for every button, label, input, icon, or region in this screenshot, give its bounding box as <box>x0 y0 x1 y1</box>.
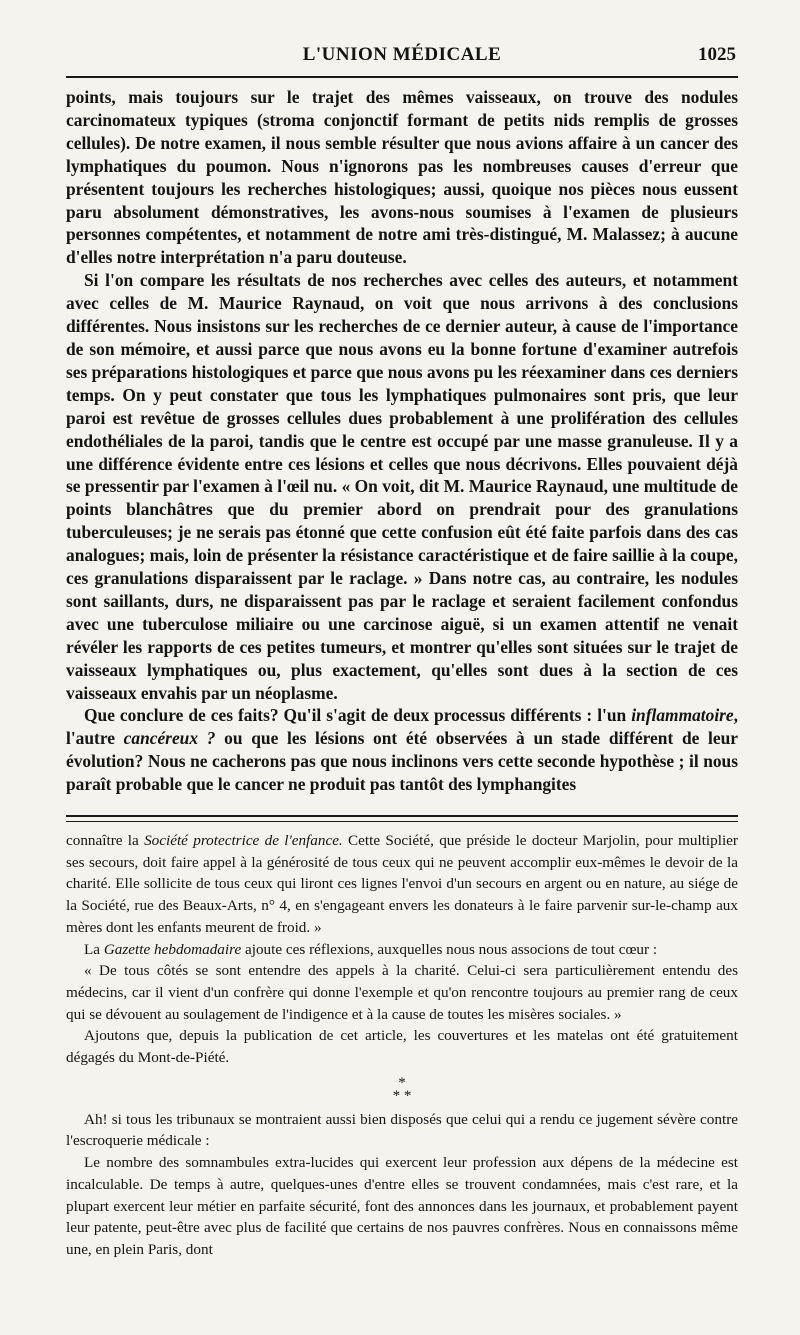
text-span: La <box>84 940 104 958</box>
running-title: L'UNION MÉDICALE <box>302 44 502 65</box>
feuilleton-paragraph-5: Ah! si tous les tribunaux se montraient aussi bien disposés que celui qui a rendu ce jugement sévère contre l'escroquerie médicale : <box>66 1110 738 1150</box>
feuilleton-paragraph-4: Ajoutons que, depuis la publication de cet article, les couvertures et les matelas ont été gratuitement dégagés du Mont-de-Piété. <box>66 1027 738 1067</box>
article-paragraph-3 <box>66 704 738 796</box>
page-header <box>68 42 736 74</box>
feuilleton-paragraph-1 <box>66 830 738 939</box>
text-span: , l'autre <box>66 705 738 749</box>
italic-term-inflammatoire: inflammatoire <box>631 705 734 726</box>
text-span: Cette Société, que préside le docteur Marjolin, pour multiplier ses secours, doit faire appel à la générosité de tous ceux qui ne peuvent accomplir eux-mêmes le devoir de la charité. Elle sollicite de tous ceux qui liront ces lignes l'envoi d'un secours en argent ou en nature, au siége de la Société, rue des Beaux-Arts, n° 4, en s'engageant envers les donateurs à le faire parvenir sur-le-champ aux mères dont les enfants meurent de froid. » <box>66 832 738 936</box>
text-span: Que conclure de ces faits? Qu'il s'agit de deux processus différents : l'un <box>84 705 632 726</box>
italic-gazette-name: Gazette hebdomadaire <box>103 940 242 958</box>
header-rule <box>66 76 738 78</box>
page-number: 1025 <box>698 44 736 65</box>
article-paragraph-1: points, mais toujours sur le trajet des mêmes vaisseaux, on trouve des nodules carcinomateux typiques (stroma conjonctif formant de petits nids remplis de grosses cellules). De notre examen, il nous semble résulter que nous avions affaire à un cancer des lymphatiques du poumon. Nous n'ignorons pas les nombreuses causes d'erreur que présentent toujours les recherches histologiques; aussi, quoique nos pièces nous eussent paru absolument démonstratives, les avons-nous soumises à l'examen de plusieurs personnes compétentes, et notamment de notre ami très-distingué, M. Malassez; à aucune d'elles notre interprétation n'a paru douteuse. <box>66 87 738 268</box>
italic-society-name: Société protectrice de l'enfance. <box>144 832 343 849</box>
feuilleton-paragraph-6: Le nombre des somnambules extra-lucides qui exercent leur profession aux dépens de la médecine est incalculable. De temps à autre, quelques-unes d'entre elles se trouvent condamnées, mais c'est rare, et la plupart exercent leur métier en parfaite sécurité, font des annonces dans les journaux, et probablement payent leur patente, peut-être avec plus de facilité que certains de nos pauvres confrères. Nous en connaissons même une, en plein Paris, dont <box>66 1154 738 1258</box>
italic-term-cancereux: cancéreux ? <box>123 728 216 749</box>
asterism-bottom: * * <box>392 1087 412 1104</box>
feuilleton-section <box>66 830 738 1261</box>
feuilleton-separator-rule <box>66 815 738 822</box>
text-span: ou que les lésions ont été observées à un stade différent de leur évolution? Nous ne cacherons pas que nous inclinons vers cette seconde hypothèse ; il nous paraît probable que le cancer ne produit pas tantôt des lymphangites <box>66 728 738 795</box>
text-span: ajoute ces réflexions, auxquelles nous nous associons de tout cœur : <box>241 940 658 958</box>
feuilleton-paragraph-3: « De tous côtés se sont entendre des appels à la charité. Celui-ci sera particulièrement entendu des médecins, car il vient d'un confrère qui donne l'exemple et qu'on rencontre toujours au premier rang de ceux qui se dévouent au soulagement de l'indigence et à la cause de toutes les misères sociales. » <box>66 962 738 1023</box>
asterism-top: * <box>398 1074 406 1091</box>
article-paragraph-2: Si l'on compare les résultats de nos recherches avec celles des auteurs, et notamment avec celles de M. Maurice Raynaud, on voit que nous arrivons à des conclusions différentes. Nous insistons sur les recherches de ce dernier auteur, à cause de l'importance de son mémoire, et aussi parce que nous avons eu la bonne fortune d'examiner autrefois ses préparations histologiques et parce que nous avons pu les réexaminer dans ces derniers temps. On y peut constater que tous les lymphatiques pulmonaires sont pris, que leur paroi est revêtue de grosses cellules dues probablement à une prolifération des cellules endothéliales de la paroi, tandis que le centre est occupé par une masse granuleuse. Il y a une différence évidente entre ces lésions et celles que nous décrivons. Elles pouvaient déjà se pressentir par l'examen à l'œil nu. « On voit, dit M. Maurice Raynaud, une multitude de points blanchâtres que du premier abord on prendrait pour des granulations tuberculeuses; je ne serais pas étonné que cette confusion eût été faite parfois dans des cas analogues; mais, loin de présenter la résistance caractéristique et de faire saillie à la coupe, ces granulations disparaissent par le raclage. » Dans notre cas, au contraire, les nodules sont saillants, durs, ne disparaissent pas par le raclage et seraient facilement confondus avec une tuberculose miliaire ou une carcinose aiguë, si un examen attentif ne venait révéler les rapports de ces petites tumeurs, et montrer qu'elles sont situées sur le trajet de vaisseaux lymphatiques ou, plus exactement, qu'elles sont dues à la section de ces vaisseaux envahis par un néoplasme. <box>66 270 738 703</box>
asterism-divider <box>66 1074 738 1104</box>
feuilleton-paragraph-2 <box>66 939 738 961</box>
article-body <box>66 86 738 796</box>
text-span: connaître la <box>66 832 145 849</box>
